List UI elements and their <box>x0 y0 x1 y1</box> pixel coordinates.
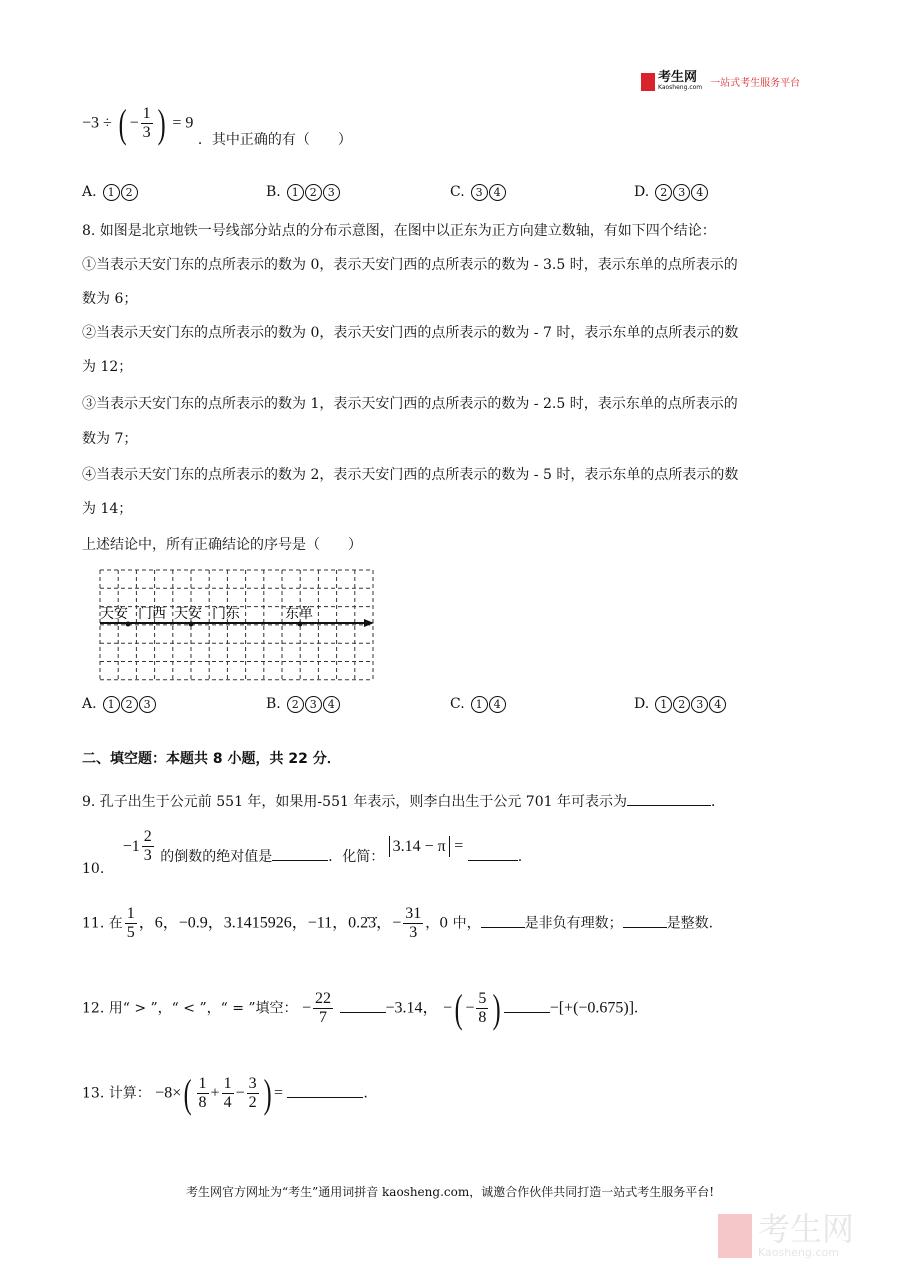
circled-number: 4 <box>709 696 726 713</box>
circled-number: 2 <box>673 696 690 713</box>
q9-text: 9. 孔子出生于公元前 551 年，如果用-551 年表示，则李白出生于公元 701 年可表示为 <box>82 794 627 810</box>
denominator: 3 <box>143 847 152 864</box>
q10-text2: ．化简： <box>328 848 385 865</box>
q-number: 13. 计算： <box>82 1085 151 1102</box>
plus: + <box>210 1084 220 1102</box>
answer-blank[interactable] <box>340 1011 386 1013</box>
option-label: A. <box>82 696 97 712</box>
neg-sign: − <box>442 999 453 1017</box>
watermark-domain: Kaosheng.com <box>758 1246 839 1259</box>
q8-line: 为 12； <box>82 359 133 375</box>
q8-stem: 8. 如图是北京地铁一号线部分站点的分布示意图，在图中以正东为正方向建立数轴，有如下四个结论： <box>82 223 716 239</box>
q10-text: 的倒数的绝对值是 <box>160 848 273 865</box>
denominator: 8 <box>478 1009 487 1026</box>
circled-number: 4 <box>691 184 708 201</box>
numerator: 31 <box>405 905 422 922</box>
point-tiananmen-east <box>189 622 194 627</box>
equals: = <box>454 837 464 855</box>
circled-number: 1 <box>287 184 304 201</box>
fraction <box>476 990 488 1027</box>
watermark-name: 考生网 <box>758 1210 855 1248</box>
fraction <box>313 990 333 1027</box>
option-label: B. <box>266 696 281 712</box>
value: −3.14， <box>385 999 439 1017</box>
option-a[interactable] <box>82 696 157 713</box>
option-d[interactable] <box>634 696 727 713</box>
equals: = <box>273 1084 283 1102</box>
circled-number: 4 <box>489 184 506 201</box>
circled-number: 3 <box>323 184 340 201</box>
q8-line: 为 14； <box>82 501 133 517</box>
circled-number: 1 <box>655 696 672 713</box>
q7-expression: −3 ÷ ( − $\frac{1}{3}$ ) = 9 ．其中正确的有（ ） <box>82 101 352 148</box>
option-d[interactable] <box>634 184 709 201</box>
denominator: 8 <box>198 1094 207 1111</box>
neg-sign: − <box>302 999 312 1017</box>
abs-expression: 3.14 − π <box>389 836 450 857</box>
option-c[interactable] <box>450 184 507 201</box>
q-number: 10. <box>82 860 105 877</box>
circled-number: 2 <box>305 184 322 201</box>
expr-prefix: −8× <box>155 1084 182 1102</box>
denominator: 4 <box>223 1094 232 1111</box>
q11-text2: 是非负有理数； <box>524 915 623 932</box>
label-tianan-1: 天安 <box>100 606 128 622</box>
logo-mark-icon <box>641 73 655 91</box>
option-b[interactable] <box>266 696 341 713</box>
fraction <box>222 1075 234 1112</box>
option-c[interactable] <box>450 696 507 713</box>
fraction <box>142 828 154 865</box>
q9-end: ． <box>710 794 725 810</box>
q10-end: . <box>517 848 523 865</box>
label-menxi: 门西 <box>138 606 166 622</box>
point-dongdan <box>298 622 303 627</box>
option-label: C. <box>450 696 465 712</box>
numerator: 1 <box>126 905 135 922</box>
minus: − <box>235 1084 245 1102</box>
q8-line: 上述结论中，所有正确结论的序号是（ ） <box>82 537 362 553</box>
fraction <box>125 905 137 942</box>
numerator: 1 <box>198 1075 207 1092</box>
q10 <box>82 828 523 877</box>
q8-line: 数为 7； <box>82 431 138 447</box>
subway-number-line-figure <box>98 568 378 684</box>
circled-number: 1 <box>103 696 120 713</box>
fraction <box>403 905 423 942</box>
answer-blank[interactable] <box>481 926 525 928</box>
point-tiananmen-west <box>126 622 131 627</box>
q8-line: ②当表示天安门东的点所表示的数为 0，表示天安门西的点所表示的数为 - 7 时，表示东单的点所表示的数 <box>82 325 739 341</box>
neg-sign: − <box>465 999 475 1017</box>
answer-blank[interactable] <box>287 1096 363 1098</box>
logo-slogan: 一站式考生服务平台 <box>710 78 801 89</box>
denominator: 3 <box>142 124 151 141</box>
circled-number: 2 <box>287 696 304 713</box>
q8-line: 数为 6； <box>82 291 138 307</box>
circled-number: 4 <box>489 696 506 713</box>
numerator: 1 <box>142 105 151 122</box>
option-a[interactable] <box>82 184 139 201</box>
kaosheng-logo <box>641 72 800 91</box>
denominator: 7 <box>319 1009 328 1026</box>
section-title: 二、填空题：本题共 8 小题，共 22 分． <box>82 751 341 767</box>
expr-right: = 9 <box>172 114 194 132</box>
answer-blank[interactable] <box>627 804 711 806</box>
q11 <box>82 905 713 942</box>
q8-line: ①当表示天安门东的点所表示的数为 0，表示天安门西的点所表示的数为 - 3.5 时，表示东单的点所表示的 <box>82 257 738 273</box>
fraction <box>141 105 153 142</box>
numerator: 2 <box>143 828 152 845</box>
option-b[interactable] <box>266 184 341 201</box>
q11-text3: 是整数. <box>666 915 714 932</box>
circled-number: 3 <box>139 696 156 713</box>
option-label: B. <box>266 184 281 200</box>
q8-line: ④当表示天安门东的点所表示的数为 2，表示天安门西的点所表示的数为 - 5 时，表示东单的点所表示的数 <box>82 467 739 483</box>
circled-number: 1 <box>103 184 120 201</box>
answer-blank[interactable] <box>623 926 667 928</box>
option-label: A. <box>82 184 97 200</box>
numerator: 22 <box>315 990 332 1007</box>
answer-blank[interactable] <box>272 859 328 861</box>
circled-number: 3 <box>305 696 322 713</box>
circled-number: 2 <box>121 184 138 201</box>
option-label: D. <box>634 184 650 200</box>
circled-number: 1 <box>471 696 488 713</box>
logo-domain: Kaosheng.com <box>658 84 703 91</box>
neg-sign: − <box>392 914 402 932</box>
circled-number: 3 <box>673 184 690 201</box>
circled-number: 3 <box>471 184 488 201</box>
q12: 12. 用“ > ”，“ < ”，“ = ”填空： − $\frac{22}{7}$ −3.14， −( − $\frac{5}{8}$ ) −[+(−0.675)]. <box>82 986 639 1031</box>
logo-name: 考生网 <box>658 70 698 85</box>
numerator: 1 <box>223 1075 232 1092</box>
q7-tail: ．其中正确的有（ ） <box>197 131 352 148</box>
denominator: 3 <box>409 924 418 941</box>
mixed-whole: −1 <box>122 837 140 855</box>
label-dongdan: 东单 <box>285 606 313 622</box>
number-list: ，6，−0.9，3.1415926，−11，0.2̇3̇， <box>138 914 393 932</box>
denominator: 5 <box>126 924 135 941</box>
q13-end: . <box>363 1085 368 1102</box>
label-tianan-2: 天安 <box>174 606 202 622</box>
neg-sign: − <box>129 114 139 132</box>
circled-number: 3 <box>691 696 708 713</box>
circled-number: 4 <box>323 696 340 713</box>
option-label: D. <box>634 696 650 712</box>
expr-left: −3 ÷ <box>82 114 112 132</box>
label-mendong: 门东 <box>212 606 240 622</box>
fraction <box>197 1075 209 1112</box>
denominator: 2 <box>248 1094 257 1111</box>
footer-text: 考生网官方网址为“考生”通用词拼音 kaosheng.com，诚邀合作伙伴共同打造一站式考生服务平台! <box>185 1185 715 1199</box>
fraction <box>247 1075 259 1112</box>
numerator: 3 <box>248 1075 257 1092</box>
q9 <box>82 791 725 811</box>
rhs-expression: −[+(−0.675)]. <box>549 999 639 1017</box>
option-label: C. <box>450 184 465 200</box>
q11-text: ，0 中， <box>425 915 481 932</box>
q-number: 12. 用“ > ”，“ < ”，“ = ”填空： <box>82 1000 298 1017</box>
answer-blank[interactable] <box>468 859 518 861</box>
circled-number: 2 <box>655 184 672 201</box>
watermark-logo <box>718 1212 854 1259</box>
answer-blank[interactable] <box>504 1011 550 1013</box>
q-number: 11. 在 <box>82 915 123 932</box>
numerator: 5 <box>478 990 487 1007</box>
circled-number: 2 <box>121 696 138 713</box>
q13: 13. 计算： −8×( $\frac{1}{8}$ + $\frac{1}{4}$ − $\frac{3}{2}$ ) = . <box>82 1071 368 1116</box>
q8-line: ③当表示天安门东的点所表示的数为 1，表示天安门西的点所表示的数为 - 2.5 时，表示东单的点所表示的 <box>82 396 738 412</box>
watermark-mark-icon <box>718 1214 752 1258</box>
